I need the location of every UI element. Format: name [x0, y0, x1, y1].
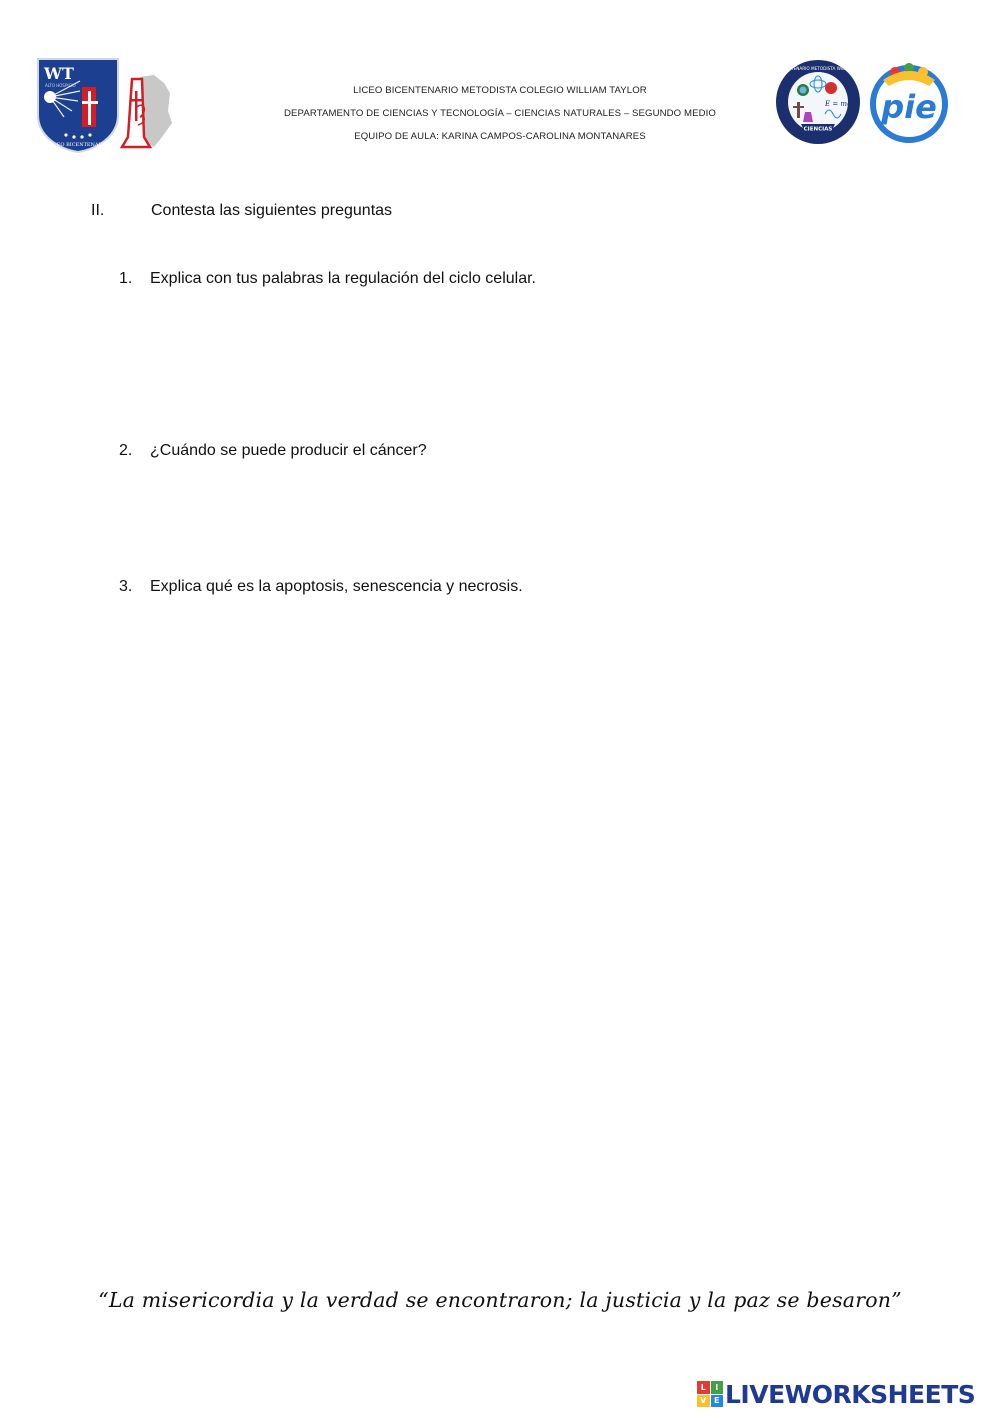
header-team: EQUIPO DE AULA: KARINA CAMPOS-CAROLINA MONTANARES — [354, 131, 646, 142]
badge-letter-i: I — [711, 1381, 724, 1394]
pie-program-logo — [863, 58, 955, 144]
header-department: DEPARTAMENTO DE CIENCIAS Y TECNOLOGÍA – CIENCIAS NATURALES – SEGUNDO MEDIO — [284, 108, 716, 119]
header-school-name: LICEO BICENTENARIO METODISTA COLEGIO WILLIAM TAYLOR — [353, 85, 647, 96]
shield-monogram: WT — [44, 64, 74, 83]
science-ring-text: LICEO BICENTENARIO METODISTA WILLIAM TAYLOR — [764, 66, 872, 71]
pie-logo-text: pie — [881, 88, 937, 126]
section-number: II. — [91, 202, 105, 219]
science-bottom-text: CIENCIAS — [803, 126, 833, 133]
question-3-answer-area[interactable] — [150, 608, 910, 1248]
footer-quote: “La misericordia y la verdad se encontraron; la justicia y la paz se besaron” — [98, 1288, 902, 1312]
section-title: Contesta las siguientes preguntas — [151, 202, 393, 219]
question-2-number: 2. — [119, 442, 133, 459]
school-shield-logo — [36, 57, 120, 153]
liveworksheets-wordmark: LIVEWORKSHEETS — [725, 1379, 976, 1409]
question-2-text: ¿Cuándo se puede producir el cáncer? — [150, 442, 427, 459]
question-1-text: Explica con tus palabras la regulación del ciclo celular. — [150, 270, 536, 287]
science-department-logo — [764, 58, 872, 146]
question-3-number: 3. — [119, 578, 133, 595]
badge-letter-e: E — [711, 1395, 724, 1408]
question-1-answer-area[interactable] — [150, 300, 910, 420]
church-emblem-logo — [118, 71, 174, 151]
shield-motto: ALTO HOSPICIO — [45, 83, 76, 88]
question-3-text: Explica qué es la apoptosis, senescencia y necrosis. — [150, 578, 523, 595]
question-1-number: 1. — [119, 270, 133, 287]
badge-letter-l: L — [697, 1381, 710, 1394]
liveworksheets-badge-icon — [697, 1381, 723, 1407]
question-2-answer-area[interactable] — [150, 472, 910, 562]
liveworksheets-brand[interactable] — [697, 1378, 975, 1410]
shield-band: LICEO BICENTENARIO — [47, 142, 109, 148]
badge-letter-v: V — [697, 1395, 710, 1408]
science-formula: E = mc² — [825, 100, 854, 108]
